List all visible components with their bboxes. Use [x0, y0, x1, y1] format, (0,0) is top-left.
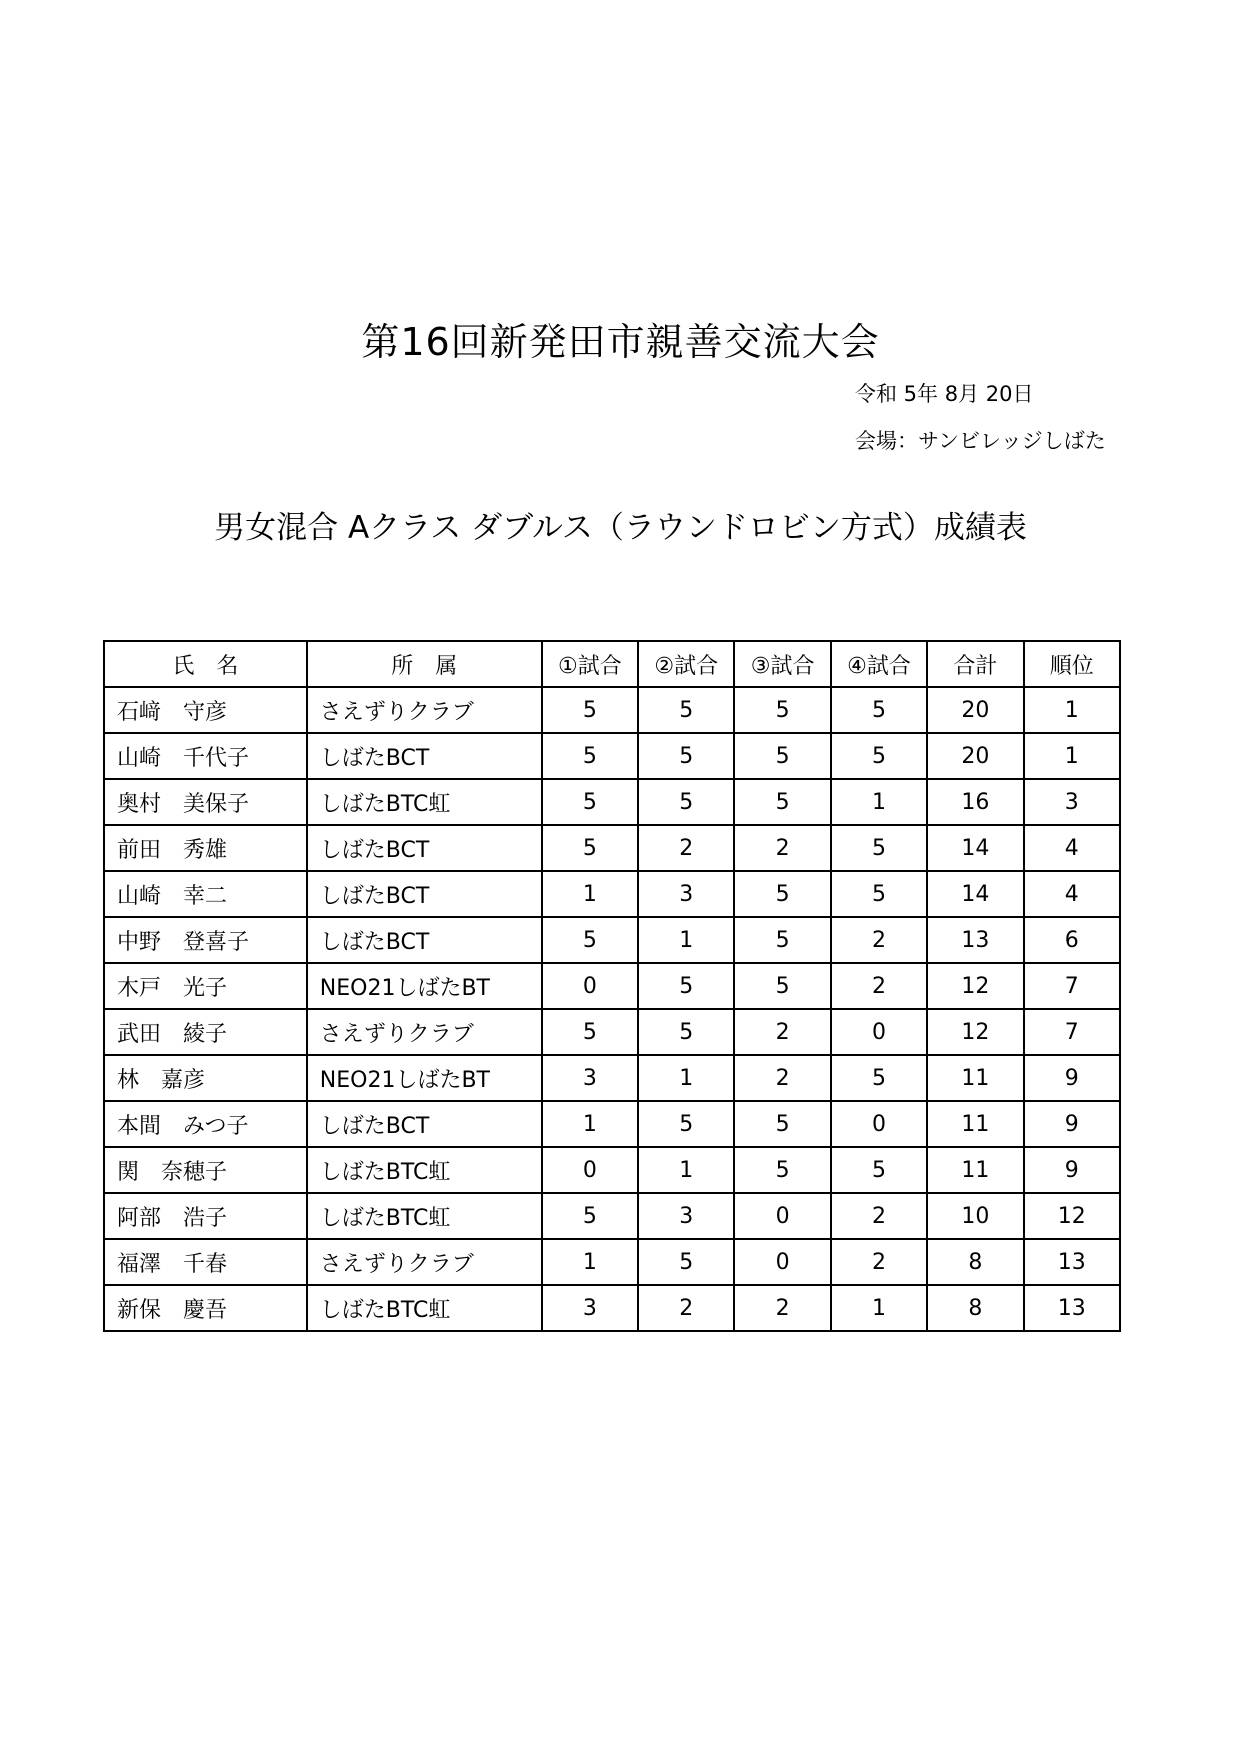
match-3-score: 2 — [734, 1055, 830, 1101]
table-row — [104, 963, 1120, 1009]
match-2-score: 5 — [638, 779, 734, 825]
match-1-score: 3 — [542, 1055, 638, 1101]
player-name: 前田 秀雄 — [104, 825, 307, 871]
player-club: しばたBCT — [307, 871, 542, 917]
rank: 7 — [1024, 1009, 1120, 1055]
table-row — [104, 1285, 1120, 1331]
total-score: 12 — [927, 963, 1023, 1009]
player-club: NEO21しばたBT — [307, 1055, 542, 1101]
match-3-score: 0 — [734, 1193, 830, 1239]
match-3-score: 5 — [734, 871, 830, 917]
table-header-row — [104, 641, 1120, 687]
match-1-score: 5 — [542, 1009, 638, 1055]
match-3-score: 5 — [734, 963, 830, 1009]
match-3-score: 0 — [734, 1239, 830, 1285]
total-score: 11 — [927, 1101, 1023, 1147]
match-2-score: 3 — [638, 1193, 734, 1239]
header-match-3: ③試合 — [734, 641, 830, 687]
total-score: 11 — [927, 1055, 1023, 1101]
match-1-score: 5 — [542, 1193, 638, 1239]
table-row — [104, 1239, 1120, 1285]
event-venue: 会場：サンビレッジしばた — [855, 429, 1106, 453]
match-2-score: 5 — [638, 1101, 734, 1147]
player-club: さえずりクラブ — [307, 687, 542, 733]
match-4-score: 5 — [831, 825, 927, 871]
header-club: 所 属 — [307, 641, 542, 687]
total-score: 12 — [927, 1009, 1023, 1055]
table-row — [104, 825, 1120, 871]
total-score: 10 — [927, 1193, 1023, 1239]
rank: 4 — [1024, 825, 1120, 871]
match-4-score: 2 — [831, 917, 927, 963]
match-2-score: 5 — [638, 963, 734, 1009]
rank: 12 — [1024, 1193, 1120, 1239]
player-name: 阿部 浩子 — [104, 1193, 307, 1239]
table-row — [104, 871, 1120, 917]
table-row — [104, 1101, 1120, 1147]
match-2-score: 1 — [638, 1055, 734, 1101]
rank: 4 — [1024, 871, 1120, 917]
match-3-score: 5 — [734, 779, 830, 825]
match-1-score: 5 — [542, 779, 638, 825]
match-3-score: 2 — [734, 825, 830, 871]
header-rank: 順位 — [1024, 641, 1120, 687]
player-name: 福澤 千春 — [104, 1239, 307, 1285]
results-table — [103, 640, 1121, 1332]
total-score: 8 — [927, 1239, 1023, 1285]
player-name: 山崎 幸二 — [104, 871, 307, 917]
match-4-score: 5 — [831, 1147, 927, 1193]
player-club: しばたBCT — [307, 825, 542, 871]
match-1-score: 1 — [542, 1101, 638, 1147]
player-club: さえずりクラブ — [307, 1009, 542, 1055]
table-row — [104, 917, 1120, 963]
match-4-score: 5 — [831, 871, 927, 917]
match-3-score: 5 — [734, 733, 830, 779]
player-name: 武田 綾子 — [104, 1009, 307, 1055]
table-row — [104, 1009, 1120, 1055]
player-club: しばたBTC虹 — [307, 1193, 542, 1239]
total-score: 8 — [927, 1285, 1023, 1331]
match-2-score: 1 — [638, 1147, 734, 1193]
player-name: 本間 みつ子 — [104, 1101, 307, 1147]
match-4-score: 1 — [831, 1285, 927, 1331]
match-4-score: 0 — [831, 1101, 927, 1147]
results-subtitle: 男女混合 Aクラス ダブルス（ラウンドロビン方式）成績表 — [214, 510, 1027, 546]
player-name: 中野 登喜子 — [104, 917, 307, 963]
total-score: 20 — [927, 687, 1023, 733]
match-1-score: 3 — [542, 1285, 638, 1331]
rank: 1 — [1024, 733, 1120, 779]
player-name: 石﨑 守彦 — [104, 687, 307, 733]
header-match-1: ①試合 — [542, 641, 638, 687]
results-body — [104, 687, 1120, 1331]
match-2-score: 2 — [638, 825, 734, 871]
match-1-score: 5 — [542, 917, 638, 963]
total-score: 20 — [927, 733, 1023, 779]
table-row — [104, 1193, 1120, 1239]
match-3-score: 5 — [734, 1147, 830, 1193]
player-club: しばたBCT — [307, 917, 542, 963]
header-total: 合計 — [927, 641, 1023, 687]
document-title: 第16回新発田市親善交流大会 — [361, 320, 880, 364]
match-4-score: 5 — [831, 1055, 927, 1101]
rank: 6 — [1024, 917, 1120, 963]
player-name: 山崎 千代子 — [104, 733, 307, 779]
match-2-score: 5 — [638, 1239, 734, 1285]
match-2-score: 1 — [638, 917, 734, 963]
match-4-score: 5 — [831, 687, 927, 733]
player-club: しばたBTC虹 — [307, 779, 542, 825]
total-score: 14 — [927, 871, 1023, 917]
match-4-score: 2 — [831, 963, 927, 1009]
match-3-score: 2 — [734, 1009, 830, 1055]
total-score: 11 — [927, 1147, 1023, 1193]
player-name: 林 嘉彦 — [104, 1055, 307, 1101]
match-4-score: 1 — [831, 779, 927, 825]
table-row — [104, 1147, 1120, 1193]
rank: 7 — [1024, 963, 1120, 1009]
match-2-score: 5 — [638, 733, 734, 779]
player-club: しばたBCT — [307, 1101, 542, 1147]
match-1-score: 1 — [542, 1239, 638, 1285]
table-row — [104, 733, 1120, 779]
match-2-score: 5 — [638, 1009, 734, 1055]
match-2-score: 5 — [638, 687, 734, 733]
match-4-score: 2 — [831, 1239, 927, 1285]
rank: 9 — [1024, 1055, 1120, 1101]
match-1-score: 5 — [542, 733, 638, 779]
match-4-score: 2 — [831, 1193, 927, 1239]
player-club: しばたBCT — [307, 733, 542, 779]
player-club: しばたBTC虹 — [307, 1147, 542, 1193]
rank: 3 — [1024, 779, 1120, 825]
player-club: しばたBTC虹 — [307, 1285, 542, 1331]
player-club: さえずりクラブ — [307, 1239, 542, 1285]
total-score: 16 — [927, 779, 1023, 825]
match-1-score: 0 — [542, 963, 638, 1009]
header-match-4: ④試合 — [831, 641, 927, 687]
player-name: 新保 慶吾 — [104, 1285, 307, 1331]
match-1-score: 5 — [542, 687, 638, 733]
total-score: 14 — [927, 825, 1023, 871]
match-1-score: 0 — [542, 1147, 638, 1193]
match-4-score: 5 — [831, 733, 927, 779]
event-date: 令和 5年 8月 20日 — [855, 382, 1034, 406]
player-club: NEO21しばたBT — [307, 963, 542, 1009]
table-row — [104, 1055, 1120, 1101]
header-name: 氏 名 — [104, 641, 307, 687]
rank: 13 — [1024, 1285, 1120, 1331]
match-2-score: 3 — [638, 871, 734, 917]
match-3-score: 2 — [734, 1285, 830, 1331]
match-3-score: 5 — [734, 687, 830, 733]
total-score: 13 — [927, 917, 1023, 963]
table-row — [104, 779, 1120, 825]
rank: 9 — [1024, 1101, 1120, 1147]
rank: 1 — [1024, 687, 1120, 733]
match-1-score: 1 — [542, 871, 638, 917]
player-name: 関 奈穂子 — [104, 1147, 307, 1193]
rank: 9 — [1024, 1147, 1120, 1193]
header-match-2: ②試合 — [638, 641, 734, 687]
match-3-score: 5 — [734, 1101, 830, 1147]
player-name: 奥村 美保子 — [104, 779, 307, 825]
match-3-score: 5 — [734, 917, 830, 963]
player-name: 木戸 光子 — [104, 963, 307, 1009]
match-1-score: 5 — [542, 825, 638, 871]
match-4-score: 0 — [831, 1009, 927, 1055]
match-2-score: 2 — [638, 1285, 734, 1331]
table-row — [104, 687, 1120, 733]
rank: 13 — [1024, 1239, 1120, 1285]
